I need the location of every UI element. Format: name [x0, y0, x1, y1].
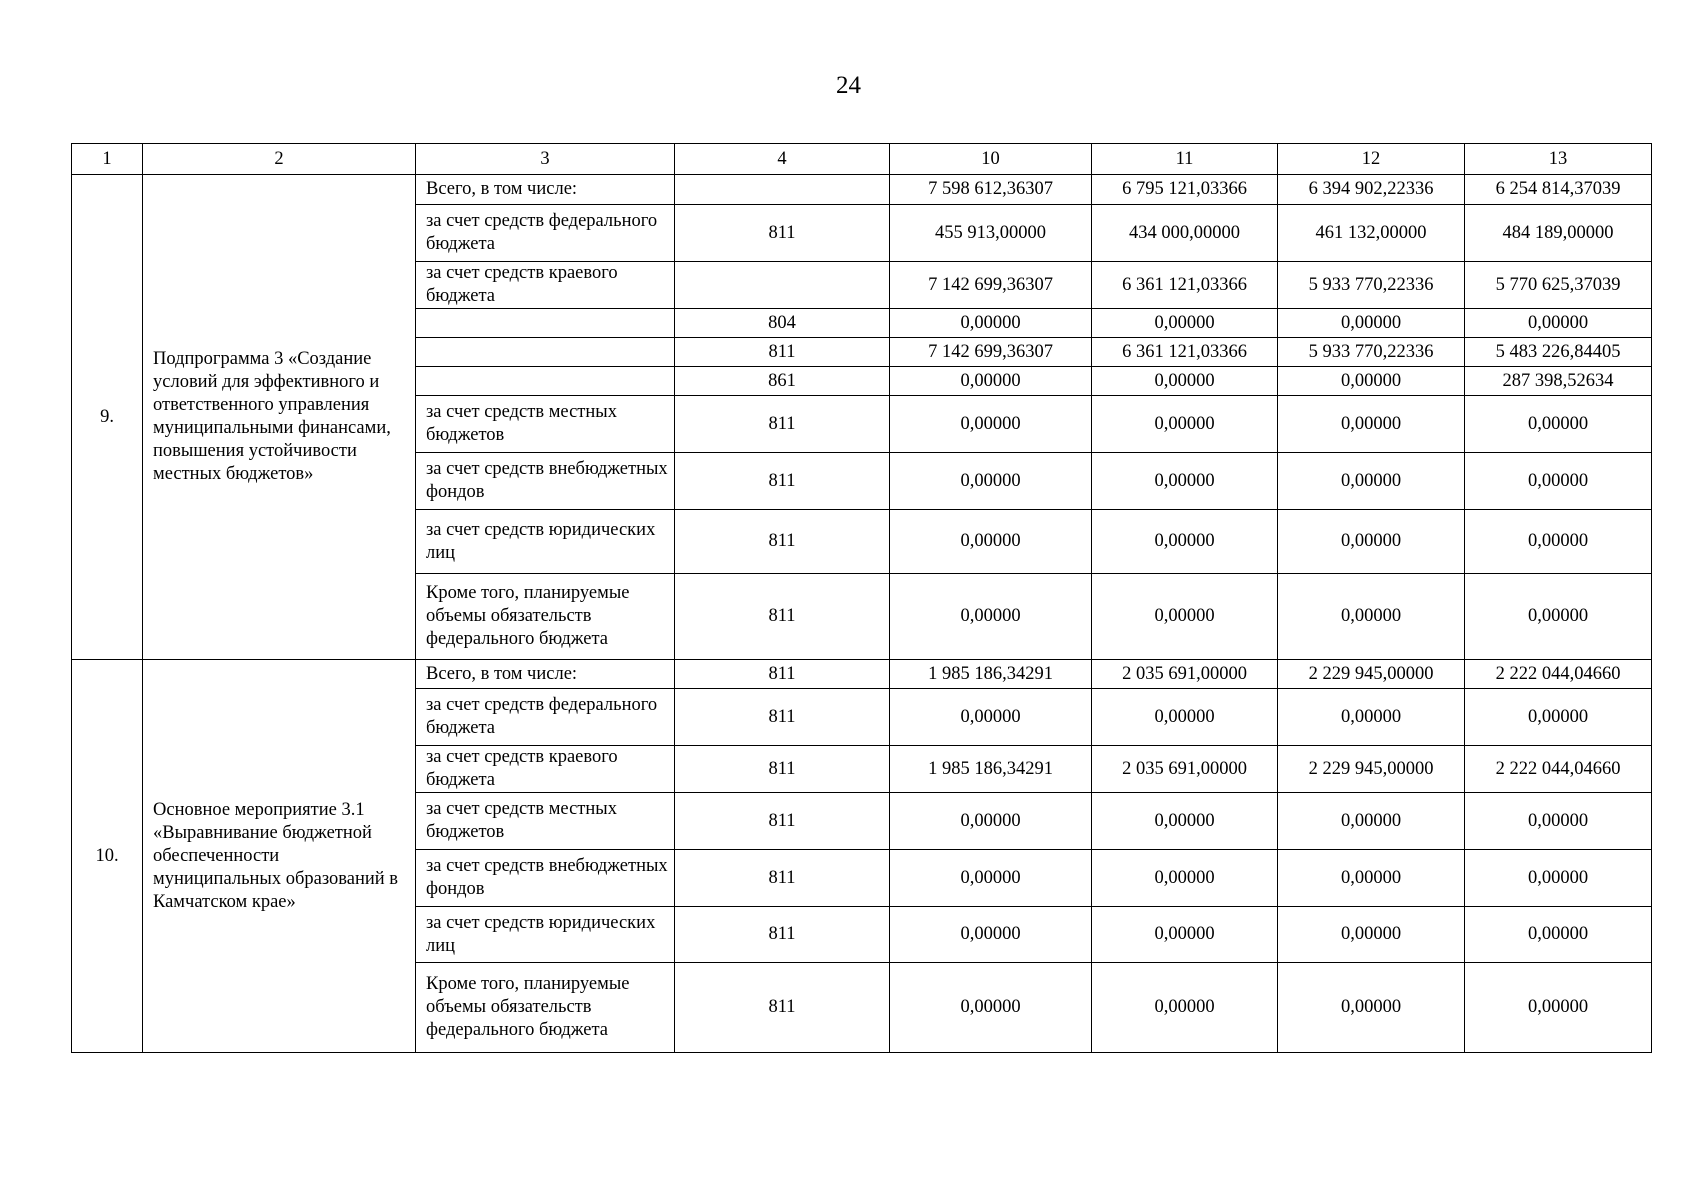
- value-col-10: 0,00000: [890, 309, 1092, 338]
- value-col-10: 455 913,00000: [890, 205, 1092, 262]
- funding-source: Всего, в том числе:: [416, 175, 675, 205]
- budget-code: 811: [675, 510, 890, 574]
- value-col-11: 434 000,00000: [1092, 205, 1278, 262]
- value-col-11: 2 035 691,00000: [1092, 746, 1278, 793]
- funding-source: за счет средств федерального бюджета: [416, 689, 675, 746]
- budget-code: [675, 175, 890, 205]
- value-col-12: 5 933 770,22336: [1278, 262, 1465, 309]
- value-col-10: 0,00000: [890, 396, 1092, 453]
- value-col-11: 0,00000: [1092, 850, 1278, 907]
- value-col-11: 0,00000: [1092, 689, 1278, 746]
- value-col-11: 0,00000: [1092, 574, 1278, 660]
- budget-code: 811: [675, 453, 890, 510]
- budget-code: 811: [675, 850, 890, 907]
- value-col-12: 0,00000: [1278, 963, 1465, 1053]
- funding-source: за счет средств внебюджетных фондов: [416, 453, 675, 510]
- value-col-13: 0,00000: [1465, 309, 1652, 338]
- value-col-10: 0,00000: [890, 963, 1092, 1053]
- budget-code: 811: [675, 338, 890, 367]
- header-cell: 1: [72, 144, 143, 175]
- value-col-10: 1 985 186,34291: [890, 746, 1092, 793]
- budget-code: 811: [675, 574, 890, 660]
- funding-source: [416, 309, 675, 338]
- value-col-13: 0,00000: [1465, 793, 1652, 850]
- funding-source: Кроме того, планируемые объемы обязательств федерального бюджета: [416, 574, 675, 660]
- value-col-12: 2 229 945,00000: [1278, 746, 1465, 793]
- funding-source: за счет средств местных бюджетов: [416, 793, 675, 850]
- funding-source: за счет средств краевого бюджета: [416, 262, 675, 309]
- value-col-13: 5 483 226,84405: [1465, 338, 1652, 367]
- value-col-13: 0,00000: [1465, 689, 1652, 746]
- value-col-12: 0,00000: [1278, 396, 1465, 453]
- page-number: 24: [836, 72, 861, 99]
- value-col-13: 0,00000: [1465, 396, 1652, 453]
- value-col-13: 0,00000: [1465, 510, 1652, 574]
- value-col-13: 484 189,00000: [1465, 205, 1652, 262]
- value-col-11: 0,00000: [1092, 793, 1278, 850]
- value-col-13: 0,00000: [1465, 453, 1652, 510]
- budget-code: [675, 262, 890, 309]
- funding-source: за счет средств местных бюджетов: [416, 396, 675, 453]
- value-col-10: 0,00000: [890, 510, 1092, 574]
- row-number: 10.: [72, 660, 143, 1053]
- funding-source: за счет средств краевого бюджета: [416, 746, 675, 793]
- value-col-11: 0,00000: [1092, 963, 1278, 1053]
- value-col-10: 0,00000: [890, 367, 1092, 396]
- budget-code: 811: [675, 907, 890, 963]
- value-col-10: 0,00000: [890, 850, 1092, 907]
- funding-source: за счет средств внебюджетных фондов: [416, 850, 675, 907]
- funding-source: за счет средств юридических лиц: [416, 907, 675, 963]
- header-cell: 10: [890, 144, 1092, 175]
- table-row: [72, 175, 1652, 205]
- header-cell: 11: [1092, 144, 1278, 175]
- value-col-12: 6 394 902,22336: [1278, 175, 1465, 205]
- value-col-12: 5 933 770,22336: [1278, 338, 1465, 367]
- table-row: [72, 660, 1652, 689]
- value-col-11: 6 795 121,03366: [1092, 175, 1278, 205]
- budget-code: 811: [675, 689, 890, 746]
- table-body: [72, 175, 1652, 1053]
- value-col-12: 0,00000: [1278, 793, 1465, 850]
- value-col-10: 0,00000: [890, 907, 1092, 963]
- value-col-13: 2 222 044,04660: [1465, 746, 1652, 793]
- funding-source: за счет средств федерального бюджета: [416, 205, 675, 262]
- value-col-10: 1 985 186,34291: [890, 660, 1092, 689]
- value-col-12: 0,00000: [1278, 574, 1465, 660]
- budget-code: 811: [675, 793, 890, 850]
- program-title: Подпрограмма 3 «Создание условий для эффективного и ответственного управления муниципальными финансами, повышения устойчивости местных бюджетов»: [143, 175, 416, 660]
- header-cell: 2: [143, 144, 416, 175]
- value-col-11: 6 361 121,03366: [1092, 338, 1278, 367]
- value-col-12: 461 132,00000: [1278, 205, 1465, 262]
- budget-code: 811: [675, 396, 890, 453]
- value-col-13: 0,00000: [1465, 850, 1652, 907]
- value-col-10: 0,00000: [890, 689, 1092, 746]
- value-col-12: 0,00000: [1278, 367, 1465, 396]
- value-col-12: 0,00000: [1278, 309, 1465, 338]
- value-col-12: 0,00000: [1278, 689, 1465, 746]
- budget-code: 804: [675, 309, 890, 338]
- value-col-13: 6 254 814,37039: [1465, 175, 1652, 205]
- value-col-12: 2 229 945,00000: [1278, 660, 1465, 689]
- header-cell: 3: [416, 144, 675, 175]
- funding-source: [416, 367, 675, 396]
- header-cell: 13: [1465, 144, 1652, 175]
- budget-table: [71, 143, 1652, 1053]
- value-col-10: 7 142 699,36307: [890, 262, 1092, 309]
- value-col-13: 5 770 625,37039: [1465, 262, 1652, 309]
- value-col-10: 7 598 612,36307: [890, 175, 1092, 205]
- value-col-11: 0,00000: [1092, 396, 1278, 453]
- value-col-11: 0,00000: [1092, 907, 1278, 963]
- value-col-10: 0,00000: [890, 793, 1092, 850]
- row-number: 9.: [72, 175, 143, 660]
- budget-code: 861: [675, 367, 890, 396]
- value-col-13: 2 222 044,04660: [1465, 660, 1652, 689]
- value-col-11: 2 035 691,00000: [1092, 660, 1278, 689]
- value-col-13: 287 398,52634: [1465, 367, 1652, 396]
- value-col-11: 0,00000: [1092, 309, 1278, 338]
- funding-source: за счет средств юридических лиц: [416, 510, 675, 574]
- value-col-13: 0,00000: [1465, 574, 1652, 660]
- header-cell: 12: [1278, 144, 1465, 175]
- program-title: Основное мероприятие 3.1 «Выравнивание бюджетной обеспеченности муниципальных образований в Камчатском крае»: [143, 660, 416, 1053]
- budget-code: 811: [675, 205, 890, 262]
- budget-code: 811: [675, 660, 890, 689]
- value-col-10: 7 142 699,36307: [890, 338, 1092, 367]
- funding-source: Кроме того, планируемые объемы обязательств федерального бюджета: [416, 963, 675, 1053]
- value-col-11: 0,00000: [1092, 510, 1278, 574]
- budget-code: 811: [675, 963, 890, 1053]
- value-col-10: 0,00000: [890, 574, 1092, 660]
- value-col-13: 0,00000: [1465, 907, 1652, 963]
- value-col-12: 0,00000: [1278, 453, 1465, 510]
- value-col-11: 0,00000: [1092, 453, 1278, 510]
- value-col-13: 0,00000: [1465, 963, 1652, 1053]
- header-cell: 4: [675, 144, 890, 175]
- funding-source: [416, 338, 675, 367]
- value-col-12: 0,00000: [1278, 850, 1465, 907]
- value-col-11: 6 361 121,03366: [1092, 262, 1278, 309]
- header-row: [72, 144, 1652, 175]
- budget-code: 811: [675, 746, 890, 793]
- value-col-12: 0,00000: [1278, 510, 1465, 574]
- value-col-10: 0,00000: [890, 453, 1092, 510]
- funding-source: Всего, в том числе:: [416, 660, 675, 689]
- value-col-11: 0,00000: [1092, 367, 1278, 396]
- value-col-12: 0,00000: [1278, 907, 1465, 963]
